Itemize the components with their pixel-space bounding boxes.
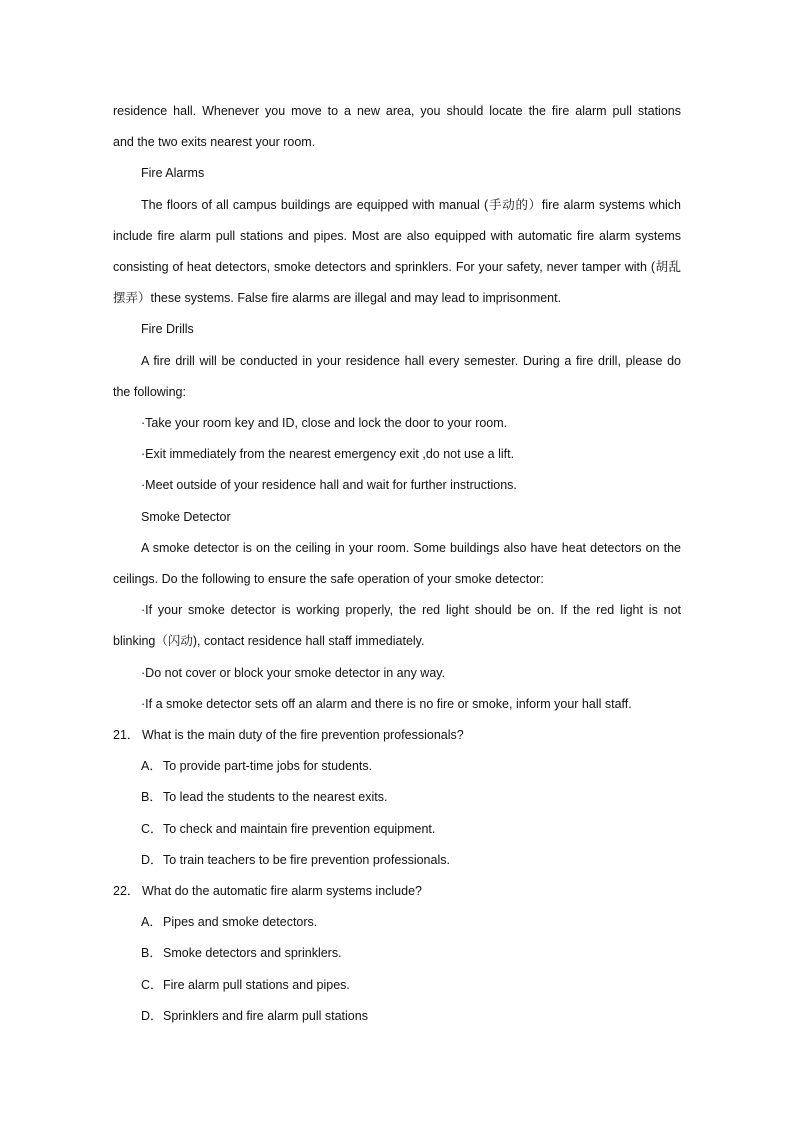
option-text: Fire alarm pull stations and pipes.	[163, 977, 350, 992]
bullet-item: ·Do not cover or block your smoke detector in any way.	[141, 665, 446, 680]
section-heading-fire-alarms: Fire Alarms	[141, 166, 205, 181]
paragraph-smoke-detector: A smoke detector is on the ceiling in your room. Some buildings also have heat detectors on the ceilings. Do the following to ensure the safe operation of your smoke detector:	[113, 540, 681, 587]
bullet-item: ·Meet outside of your residence hall and wait for further instructions.	[141, 478, 517, 493]
option-letter: A．	[141, 759, 162, 774]
option-b[interactable]	[113, 938, 681, 969]
bullet-item: ·Take your room key and ID, close and lock the door to your room.	[141, 416, 508, 431]
paragraph-fire-drills: A fire drill will be conducted in your residence hall every semester. During a fire drill, please do the following:	[113, 353, 681, 399]
document-content	[113, 96, 681, 1032]
question-21	[113, 720, 681, 751]
section-heading-fire-drills: Fire Drills	[141, 322, 194, 337]
option-text: To train teachers to be fire prevention professionals.	[163, 852, 450, 867]
option-text: To lead the students to the nearest exits.	[163, 790, 388, 805]
bullet-item: ·Exit immediately from the nearest emergency exit ,do not use a lift.	[141, 447, 515, 462]
bullet-item: ·If a smoke detector sets off an alarm and there is no fire or smoke, inform your hall staff.	[141, 696, 632, 711]
option-text: Smoke detectors and sprinklers.	[163, 946, 342, 961]
option-letter: C．	[141, 821, 163, 836]
question-22	[113, 876, 681, 907]
option-letter: B．	[141, 790, 162, 805]
option-text: To check and maintain fire prevention equipment.	[163, 821, 436, 836]
option-letter: D．	[141, 1008, 163, 1023]
option-text: Pipes and smoke detectors.	[163, 915, 318, 930]
option-a[interactable]	[113, 907, 681, 938]
question-text: What do the automatic fire alarm systems include?	[142, 884, 422, 899]
option-letter: B．	[141, 946, 162, 961]
option-c[interactable]	[113, 814, 681, 845]
option-text: To provide part-time jobs for students.	[163, 759, 373, 774]
question-number: 22．	[113, 884, 140, 899]
option-c[interactable]	[113, 970, 681, 1001]
option-letter: A．	[141, 915, 162, 930]
paragraph-fire-alarms: The floors of all campus buildings are equipped with manual (手动的）fire alarm systems which include fire alarm pull stations and pipes. Most are also equipped with automatic fire alarm systems consisting of heat detectors, smoke detectors and sprinklers. For your safety, never tamper with (胡乱摆弄）these systems. False fire alarms are illegal and may lead to imprisonment.	[113, 197, 681, 306]
bullet-item: ·If your smoke detector is working properly, the red light should be on. If the red light is not blinking（闪动), contact residence hall staff immediately.	[113, 603, 681, 649]
option-letter: C．	[141, 977, 163, 992]
option-b[interactable]	[113, 782, 681, 813]
option-d[interactable]	[113, 1001, 681, 1032]
option-text: Sprinklers and fire alarm pull stations	[163, 1008, 368, 1023]
option-d[interactable]	[113, 845, 681, 876]
option-a[interactable]	[113, 751, 681, 782]
intro-line-2: and the two exits nearest your room.	[113, 135, 316, 150]
question-number: 21．	[113, 728, 140, 743]
intro-line-1: residence hall. Whenever you move to a new area, you should locate the fire alarm pull stations	[113, 104, 681, 118]
question-text: What is the main duty of the fire prevention professionals?	[142, 728, 464, 743]
section-heading-smoke-detector: Smoke Detector	[141, 509, 231, 524]
option-letter: D．	[141, 852, 163, 867]
